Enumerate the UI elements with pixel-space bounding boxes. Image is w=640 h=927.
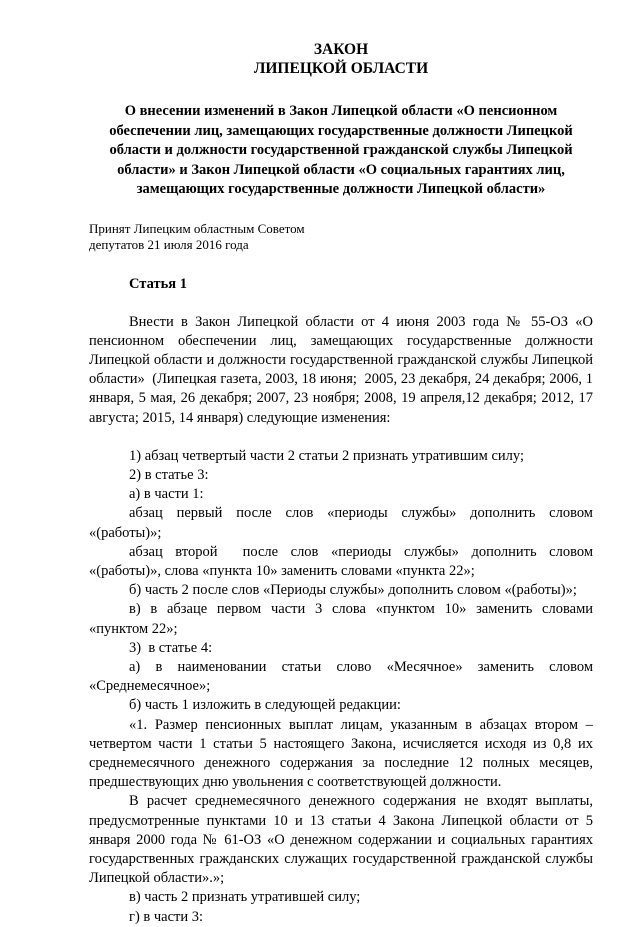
law-title: ЗАКОН [313, 41, 369, 58]
paragraph-gap [89, 428, 593, 447]
list-item: г) в части 3: [129, 908, 204, 925]
list-item: абзац первый после слов «периоды службы» дополнить словом «(работы)»; [89, 505, 597, 541]
list-item: б) часть 2 после слов «Периоды службы» дополнить словом «(работы)»; [129, 582, 577, 599]
law-subject: О внесении изменений в Закон Липецкой области «О пенсионном обеспечении лиц, замещающих государственные должности Липецкой области и должности государственной гражданской службы Липецкой области» и Закон Липецкой области «О социальных гарантиях лиц, замещающих государственные должности Липецкой области» [109, 103, 573, 197]
list-item: абзац второй после слов «периоды службы» дополнить словом «(работы)», слова «пункта 10» заменить словами «пункта 22»; [89, 543, 597, 579]
list-item: а) в наименовании статьи слово «Месячное» заменить словом «Среднемесячное»; [89, 658, 597, 695]
list-item: 3) в статье 4: [129, 639, 213, 656]
article-heading: Статья 1 [129, 275, 187, 292]
list-item: В расчет среднемесячного денежного содержания не входят выплаты, предусмотренные пунктами 10 и 13 статьи 4 Закона Липецкой области от 5 января 2000 года № 61-ОЗ «О денежном содержании и социальных гарантиях государственных гражданских служащих государственной гражданской службы Липецкой области».»; [89, 793, 597, 887]
adoption-line-2: депутатов 21 июля 2016 года [89, 237, 249, 252]
list-item: в) часть 2 признать утратившей силу; [129, 889, 361, 906]
adoption-note [89, 221, 593, 254]
list-item: 1) абзац четвертый части 2 статьи 2 признать утратившим силу; [129, 447, 524, 464]
list-item: «1. Размер пенсионных выплат лицам, указанным в абзацах втором – четвертом части 1 статьи 5 настоящего Закона, исчисляется исходя из 0,8 их среднемесячного денежного содержания за последние 12 полных месяцев, предшествующих дню увольнения с соответствующей должности. [89, 716, 597, 791]
list-item: б) часть 1 изложить в следующей редакции: [129, 697, 401, 714]
adoption-line-1: Принят Липецким областным Советом [89, 220, 305, 236]
list-item: в) в абзаце первом части 3 слова «пунктом 10» заменить словами «пунктом 22»; [89, 601, 597, 637]
article-intro: Внести в Закон Липецкой области от 4 июня 2003 года № 55-ОЗ «О пенсионном обеспечении лиц, замещающих государственные должности Липецкой области и должности государственной гражданской службы Липецкой области» (Липецкая газета, 2003, 18 июня; 2005, 23 декабря, 24 декабря; 2006, 1 января, 5 мая, 26 декабря; 2007, 23 ноября; 2008, 19 апреля,12 декабря; 2012, 17 августа; 2015, 14 января) следующие изменения: [89, 313, 597, 426]
law-region: ЛИПЕЦКОЙ ОБЛАСТИ [253, 60, 429, 77]
list-item: 2) в статье 3: [129, 466, 209, 483]
list-item: а) в части 1: [129, 486, 204, 503]
